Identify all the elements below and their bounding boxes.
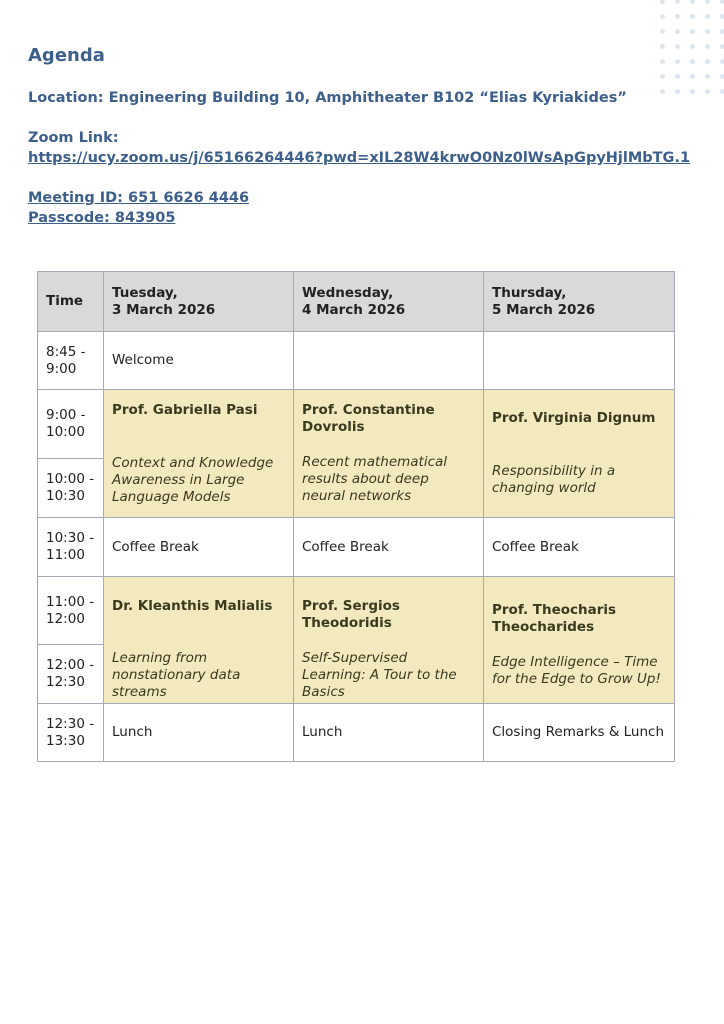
talk-title: Self-Supervised Learning: A Tour to the Basics — [302, 649, 457, 700]
session-cell — [104, 390, 294, 518]
talk-title: Responsibility in a changing world — [492, 463, 616, 496]
coffee-break-cell: Coffee Break — [294, 518, 484, 577]
time-cell: 9:00 - 10:00 — [38, 390, 104, 459]
empty-cell — [484, 332, 675, 390]
agenda-table — [37, 271, 675, 762]
day-header-thursday: Thursday, 5 March 2026 — [484, 272, 675, 332]
location-text: Location: Engineering Building 10, Amphitheater B102 “Elias Kyriakides” — [28, 90, 627, 106]
talk-title: Edge Intelligence – Time for the Edge to Grow Up! — [492, 654, 661, 687]
table-row — [38, 577, 675, 645]
coffee-break-cell: Coffee Break — [484, 518, 675, 577]
table-row — [38, 390, 675, 459]
speaker-name: Prof. Theocharis Theocharides — [492, 602, 617, 635]
speaker-name: Prof. Virginia Dignum — [492, 410, 656, 426]
table-header-row — [38, 272, 675, 332]
time-cell: 11:00 - 12:00 — [38, 577, 104, 645]
coffee-break-cell: Coffee Break — [104, 518, 294, 577]
speaker-name: Prof. Sergios Theodoridis — [302, 597, 400, 631]
lunch-cell: Lunch — [104, 704, 294, 762]
time-cell: 12:00 - 12:30 — [38, 645, 104, 704]
session-cell — [104, 577, 294, 704]
session-cell — [484, 390, 675, 518]
meeting-id[interactable]: Meeting ID: 651 6626 4446 — [28, 190, 250, 206]
page-title: Agenda — [28, 45, 105, 66]
lunch-cell: Lunch — [294, 704, 484, 762]
welcome-cell: Welcome — [104, 332, 294, 390]
table-row — [38, 704, 675, 762]
day-header-tuesday: Tuesday, 3 March 2026 — [104, 272, 294, 332]
talk-title: Recent mathematical results about deep neural networks — [302, 454, 448, 504]
talk-title: Context and Knowledge Awareness in Large Language Models — [112, 454, 274, 505]
talk-title: Learning from nonstationary data streams — [112, 649, 241, 700]
session-cell — [484, 577, 675, 704]
session-cell — [294, 390, 484, 518]
time-column-header: Time — [38, 272, 104, 332]
day-header-wednesday: Wednesday, 4 March 2026 — [294, 272, 484, 332]
zoom-link[interactable]: https://ucy.zoom.us/j/65166264446?pwd=xIL28W4krwO0Nz0lWsApGpyHjlMbTG.1 — [28, 150, 691, 166]
time-cell: 8:45 - 9:00 — [38, 332, 104, 390]
time-cell: 10:30 - 11:00 — [38, 518, 104, 577]
time-cell: 12:30 - 13:30 — [38, 704, 104, 762]
passcode[interactable]: Passcode: 843905 — [28, 210, 176, 226]
speaker-name: Dr. Kleanthis Malialis — [112, 597, 273, 614]
time-cell: 10:00 - 10:30 — [38, 459, 104, 518]
empty-cell — [294, 332, 484, 390]
agenda-header — [28, 44, 708, 228]
speaker-name: Prof. Gabriella Pasi — [112, 401, 258, 418]
table-row — [38, 518, 675, 577]
lunch-cell: Closing Remarks & Lunch — [484, 704, 675, 762]
zoom-label: Zoom Link: — [28, 130, 119, 146]
session-cell — [294, 577, 484, 704]
table-row — [38, 332, 675, 390]
speaker-name: Prof. Constantine Dovrolis — [302, 402, 435, 435]
